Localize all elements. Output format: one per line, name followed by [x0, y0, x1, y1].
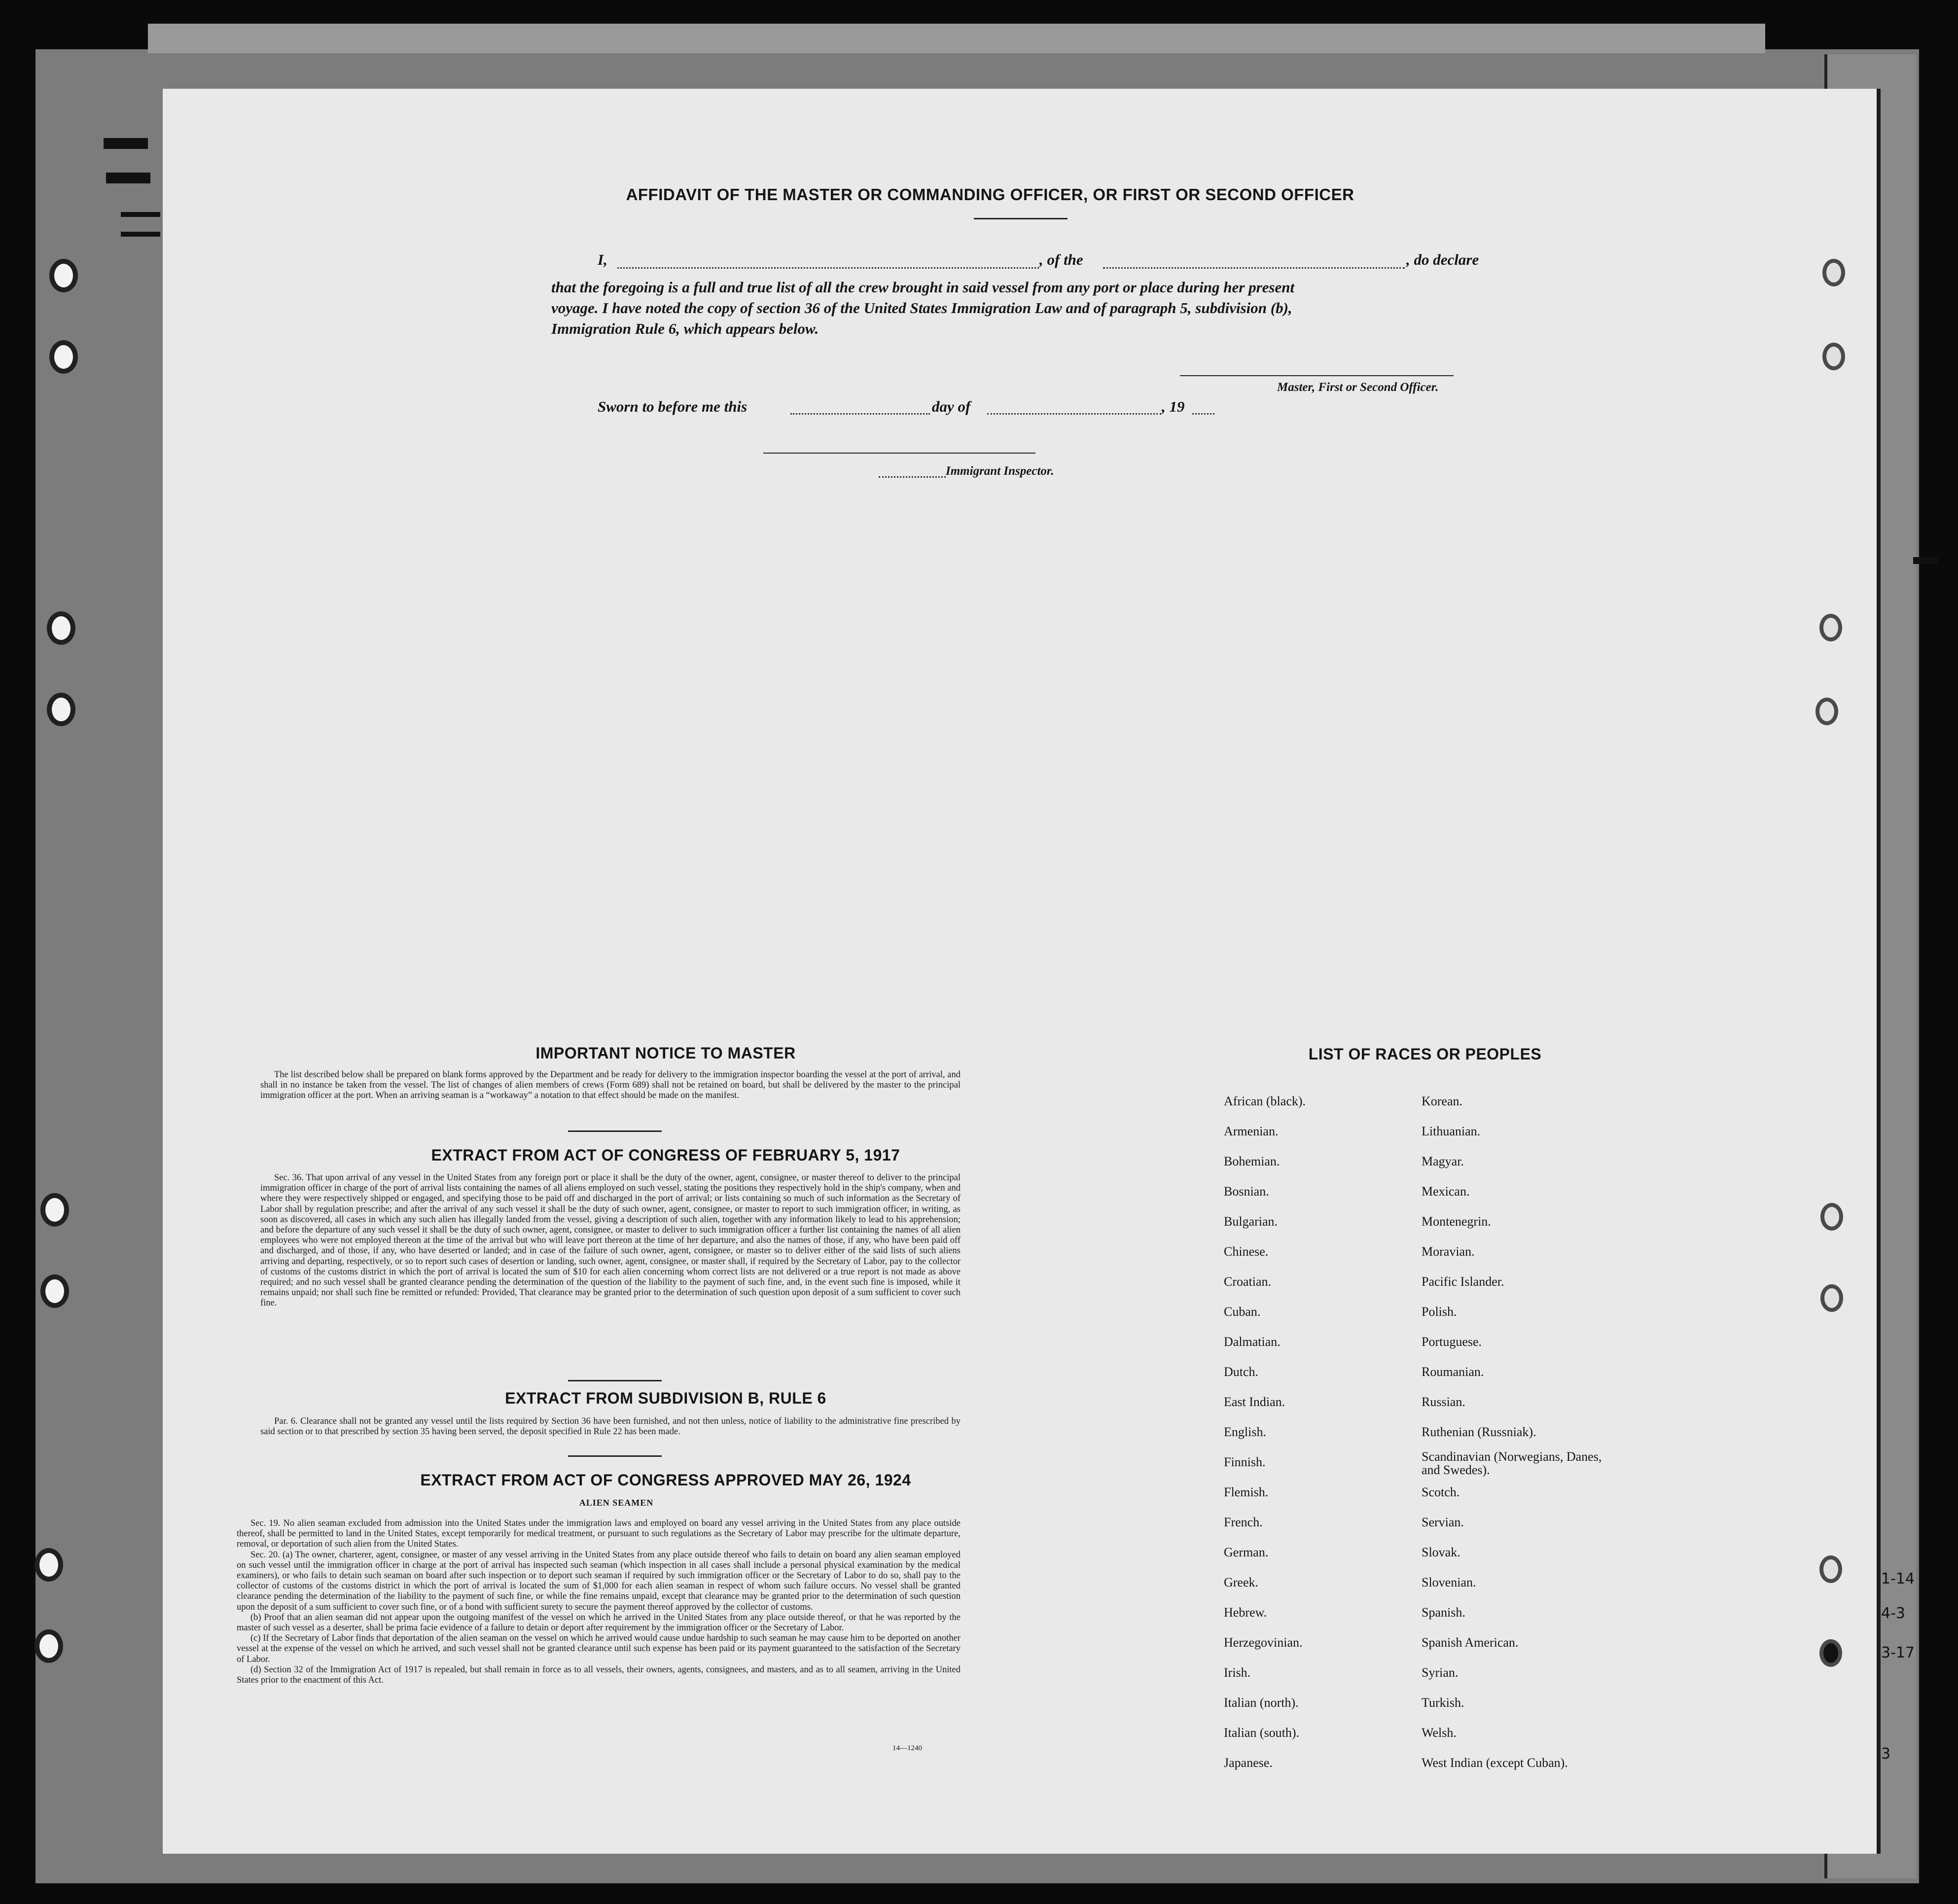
- section-divider: [568, 1130, 662, 1132]
- sec-20-c: (c) If the Secretary of Labor finds that deportation of the alien seaman on the vessel on which he arrived would cause undue hardship to such seaman he may cause him to be deported on another vessel at the expense of the vessel on which he arrived, and such vessel shall not be granted clearance until such expense has been paid or its payment guaranteed to the satisfaction of the Secretary of Labor.: [237, 1633, 961, 1664]
- race-item: Servian.: [1422, 1515, 1464, 1529]
- race-item: Roumanian.: [1422, 1365, 1484, 1379]
- race-item: Spanish.: [1422, 1605, 1465, 1620]
- punch-hole: [40, 1193, 69, 1227]
- punch-hole: [49, 259, 78, 292]
- ink-mark: [121, 232, 160, 237]
- race-item: Herzegovinian.: [1224, 1635, 1303, 1650]
- affidavit-line-1: that the foregoing is a full and true list of all the crew brought in said vessel from any port or place during her present: [551, 279, 1295, 296]
- punch-hole: [1819, 1639, 1842, 1667]
- ink-mark: [104, 138, 148, 149]
- race-item: African (black).: [1224, 1094, 1306, 1108]
- sworn-day-field[interactable]: [790, 412, 930, 415]
- punch-hole: [1822, 343, 1845, 370]
- race-item: Italian (north).: [1224, 1695, 1299, 1710]
- race-item: Japanese.: [1224, 1756, 1273, 1770]
- sec-20-b: (b) Proof that an alien seaman did not appear upon the outgoing manifest of the vessel on which he arrived in the United States from any place outside thereof, or that he was reported by the master of such vessel as a deserter, shall be prima facie evidence of a failure to detain or deport after requirement by the immigration officer or the Secretary of Labor.: [237, 1612, 961, 1633]
- ink-mark: [106, 173, 150, 183]
- race-item: French.: [1224, 1515, 1263, 1529]
- sec-19: Sec. 19. No alien seaman excluded from admission into the United States under the immigration laws and employed on board any vessel arriving in the United States from any place outside thereof, shall be permitted to land in the United States, except temporarily for medical treatment, or pursuant to such regulations as the Secretary of Labor may prescribe for the ultimate departure, removal, or deportation of such alien from the United States.: [237, 1518, 961, 1550]
- race-item: West Indian (except Cuban).: [1422, 1756, 1568, 1770]
- punch-hole: [1822, 259, 1845, 286]
- race-item: Slovenian.: [1422, 1575, 1476, 1589]
- punch-hole: [49, 340, 78, 374]
- sec-20-d: (d) Section 32 of the Immigration Act of 1917 is repealed, but shall remain in force as to all vessels, their owners, agents, consignees, and masters, and as to all seamen, arriving in the United States prior to the enactment of this Act.: [237, 1664, 961, 1686]
- race-item: Scotch.: [1422, 1485, 1460, 1499]
- margin-note: 3-17: [1881, 1644, 1915, 1661]
- race-item: Bulgarian.: [1224, 1214, 1278, 1229]
- punch-hole: [1820, 1203, 1843, 1231]
- punch-hole: [40, 1274, 69, 1308]
- race-item: Russian.: [1422, 1395, 1465, 1409]
- extract-1917-heading: EXTRACT FROM ACT OF CONGRESS OF FEBRUARY 5, 1917: [431, 1146, 900, 1164]
- race-item: Montenegrin.: [1422, 1214, 1491, 1229]
- race-item: Ruthenian (Russniak).: [1422, 1425, 1536, 1439]
- race-item: Bosnian.: [1224, 1184, 1269, 1199]
- sworn-month-field[interactable]: [987, 412, 1161, 415]
- punch-hole: [35, 1629, 63, 1663]
- race-item: Moravian.: [1422, 1244, 1475, 1259]
- extract-1924-heading: EXTRACT FROM ACT OF CONGRESS APPROVED MAY 26, 1924: [420, 1471, 911, 1489]
- inspector-signature-line[interactable]: [763, 453, 1035, 454]
- day-of-label: day of: [932, 398, 971, 415]
- section-divider: [568, 1455, 662, 1457]
- race-item: Polish.: [1422, 1305, 1457, 1319]
- extract-1917-body: Sec. 36. That upon arrival of any vessel in the United States from any foreign port or place it shall be the duty of the owner, agent, consignee, or master thereof to deliver to the principal immigration officer in charge of the port of arrival lists containing the names of all aliens employed on such vessel, stating the positions they respectively hold in the ship's company, when and where they were respectively shipped or engaged, and specifying those to be paid off and discharged in the port of arrival; or lists containing so much of such information as the Secretary of Labor shall by regulation prescribe; and after the arrival of any such vessel it shall be the duty of such owner, agent, consignee, or master to report to such immigration officer, in writing, as soon as discovered, all cases in which any such alien has illegally landed from the vessel, giving a description of such alien, together with any information likely to lead to his apprehension; and before the departure of any such vessel it shall be the duty of such owner, agent, consignee, or master to deliver to such immigration officer a further list containing the names of all alien employees who were not employed thereon at the time of the arrival but who will leave port thereon at the time of her departure, and also the names of those, if any, who have been paid off and discharged, and of those, if any, who have deserted or landed; and in case of the failure of such owner, agent, consignee, or master so to deliver either of the said lists of such aliens arriving and departing, respectively, or so to report such cases of desertion or landing, such owner, agent, consignee, or master shall, if required by the Secretary of Labor, pay to the collector of customs of the customs district in which the port of arrival is located the sum of $10 for each alien concerning whom correct lists are not delivered or a true report is not made as above required; and no such vessel shall be granted clearance pending the determination of the question of the liability to the payment of such fine, and, in the event such fine is imposed, while it remains unpaid; nor shall such fine be remitted or refunded: Provided, That clearance may be granted prior to the determination of such question upon deposit of a sum sufficient to cover such fine.: [260, 1173, 961, 1308]
- year-label: , 19: [1162, 398, 1185, 415]
- punch-hole: [35, 1548, 63, 1582]
- punch-hole: [1819, 614, 1842, 641]
- race-item: Syrian.: [1422, 1665, 1459, 1680]
- race-item: English.: [1224, 1425, 1266, 1439]
- race-item: Italian (south).: [1224, 1726, 1300, 1740]
- margin-note: 3: [1881, 1745, 1891, 1763]
- race-item: Slovak.: [1422, 1545, 1460, 1559]
- extract-1924-body: [237, 1518, 961, 1686]
- sworn-label: Sworn to before me this: [598, 398, 748, 415]
- race-item: Dalmatian.: [1224, 1335, 1281, 1349]
- declare-label: , do declare: [1406, 251, 1479, 268]
- race-item: Flemish.: [1224, 1485, 1269, 1499]
- races-heading: LIST OF RACES OR PEOPLES: [1308, 1045, 1542, 1063]
- race-item: Chinese.: [1224, 1244, 1269, 1259]
- alien-seamen-subheading: ALIEN SEAMEN: [579, 1498, 654, 1508]
- margin-note: 4-3: [1881, 1605, 1905, 1622]
- race-item: Magyar.: [1422, 1154, 1464, 1168]
- declarant-label: I,: [598, 251, 607, 268]
- race-item: Armenian.: [1224, 1124, 1279, 1138]
- punch-hole: [1820, 1284, 1843, 1312]
- vessel-name-field[interactable]: [1103, 266, 1405, 269]
- margin-note: 1-14: [1881, 1570, 1915, 1587]
- race-item: Hebrew.: [1224, 1605, 1267, 1620]
- punch-hole: [47, 611, 75, 645]
- sworn-year-field[interactable]: [1192, 412, 1214, 415]
- race-item: Bohemian.: [1224, 1154, 1280, 1168]
- race-item: Portuguese.: [1422, 1335, 1482, 1349]
- rule-6-body: Par. 6. Clearance shall not be granted any vessel until the lists required by Section 36 have been furnished, and not then unless, notice of liability to the administrative fine prescribed by said section or to that prescribed by section 35 having been served, the deposit specified in Rule 22 has been made.: [260, 1416, 961, 1437]
- affidavit-line-3: Immigration Rule 6, which appears below.: [551, 320, 819, 337]
- race-item: Cuban.: [1224, 1305, 1261, 1319]
- notice-body: The list described below shall be prepared on blank forms approved by the Department and be ready for delivery to the immigration inspector boarding the vessel at the port of arrival, and shall in no instance be taken from the vessel. The list of changes of alien members of crews (Form 689) shall not be retained on board, but shall be delivered by the master to the principal immigration officer at the port. When an arriving seaman is a “workaway” a notation to that effect should be made on the manifest.: [260, 1070, 961, 1101]
- sec-20-a: Sec. 20. (a) The owner, charterer, agent, consignee, or master of any vessel arriving in the United States from any place outside thereof who fails to detain on board any alien seaman employed on such vessel until the immigration officer in charge at the port of arrival has inspected such seaman (which inspection in all cases shall include a personal physical examination by the medical examiners), or who fails to detain such seaman on board after such inspection or to deport such seaman if required by such immigration officer or the Secretary of Labor to do so, shall pay to the collector of customs of the customs district in which the port of arrival is located the sum of $1,000 for each alien seaman in respect of whom such failure occurs. No vessel shall be granted clearance pending the determination of the liability to the payment of such fine, or while the fine remains unpaid, except that clearance may be granted prior to the determination of such question upon the deposit of a sum sufficient to cover such fine, or of a bond with sufficient surety to secure the payment thereof approved by the collector of customs.: [237, 1550, 961, 1612]
- race-item: Irish.: [1224, 1665, 1251, 1680]
- race-item: Finnish.: [1224, 1455, 1266, 1469]
- officer-signature-line[interactable]: [1180, 375, 1454, 376]
- race-item: Greek.: [1224, 1575, 1259, 1589]
- top-sheet-edge: [148, 24, 1765, 53]
- form-number: 14—1240: [892, 1744, 922, 1752]
- race-item: Pacific Islander.: [1422, 1274, 1504, 1289]
- ink-mark: [121, 212, 160, 217]
- race-item: Lithuanian.: [1422, 1124, 1481, 1138]
- punch-hole: [47, 693, 75, 726]
- inspector-prefix-line: [879, 475, 946, 478]
- race-item: Scandinavian (Norwegians, Danes, and Swedes).: [1422, 1449, 1602, 1477]
- race-item: Dutch.: [1224, 1365, 1259, 1379]
- race-item: German.: [1224, 1545, 1269, 1559]
- race-item: Croatian.: [1224, 1274, 1272, 1289]
- affidavit-line-2: voyage. I have noted the copy of section 36 of the United States Immigration Law and of paragraph 5, subdivision (b),: [551, 299, 1292, 317]
- race-item: Turkish.: [1422, 1695, 1464, 1710]
- race-item: Welsh.: [1422, 1726, 1457, 1740]
- race-item: East Indian.: [1224, 1395, 1285, 1409]
- race-item: Mexican.: [1422, 1184, 1470, 1199]
- race-item: Spanish American.: [1422, 1635, 1519, 1650]
- punch-hole: [1819, 1555, 1842, 1583]
- officer-caption: Master, First or Second Officer.: [1277, 381, 1439, 394]
- affidavit-title: AFFIDAVIT OF THE MASTER OR COMMANDING OFFICER, OR FIRST OR SECOND OFFICER: [626, 185, 1354, 204]
- declarant-name-field[interactable]: [617, 266, 1039, 269]
- notice-heading: IMPORTANT NOTICE TO MASTER: [535, 1044, 796, 1062]
- race-item: Korean.: [1422, 1094, 1463, 1108]
- title-divider: [974, 218, 1068, 219]
- punch-hole: [1816, 698, 1838, 725]
- rule-6-heading: EXTRACT FROM SUBDIVISION B, RULE 6: [505, 1389, 826, 1407]
- inspector-caption: Immigrant Inspector.: [946, 464, 1054, 478]
- section-divider: [568, 1380, 662, 1381]
- ink-mark: [1913, 557, 1938, 564]
- vessel-label: , of the: [1039, 251, 1083, 268]
